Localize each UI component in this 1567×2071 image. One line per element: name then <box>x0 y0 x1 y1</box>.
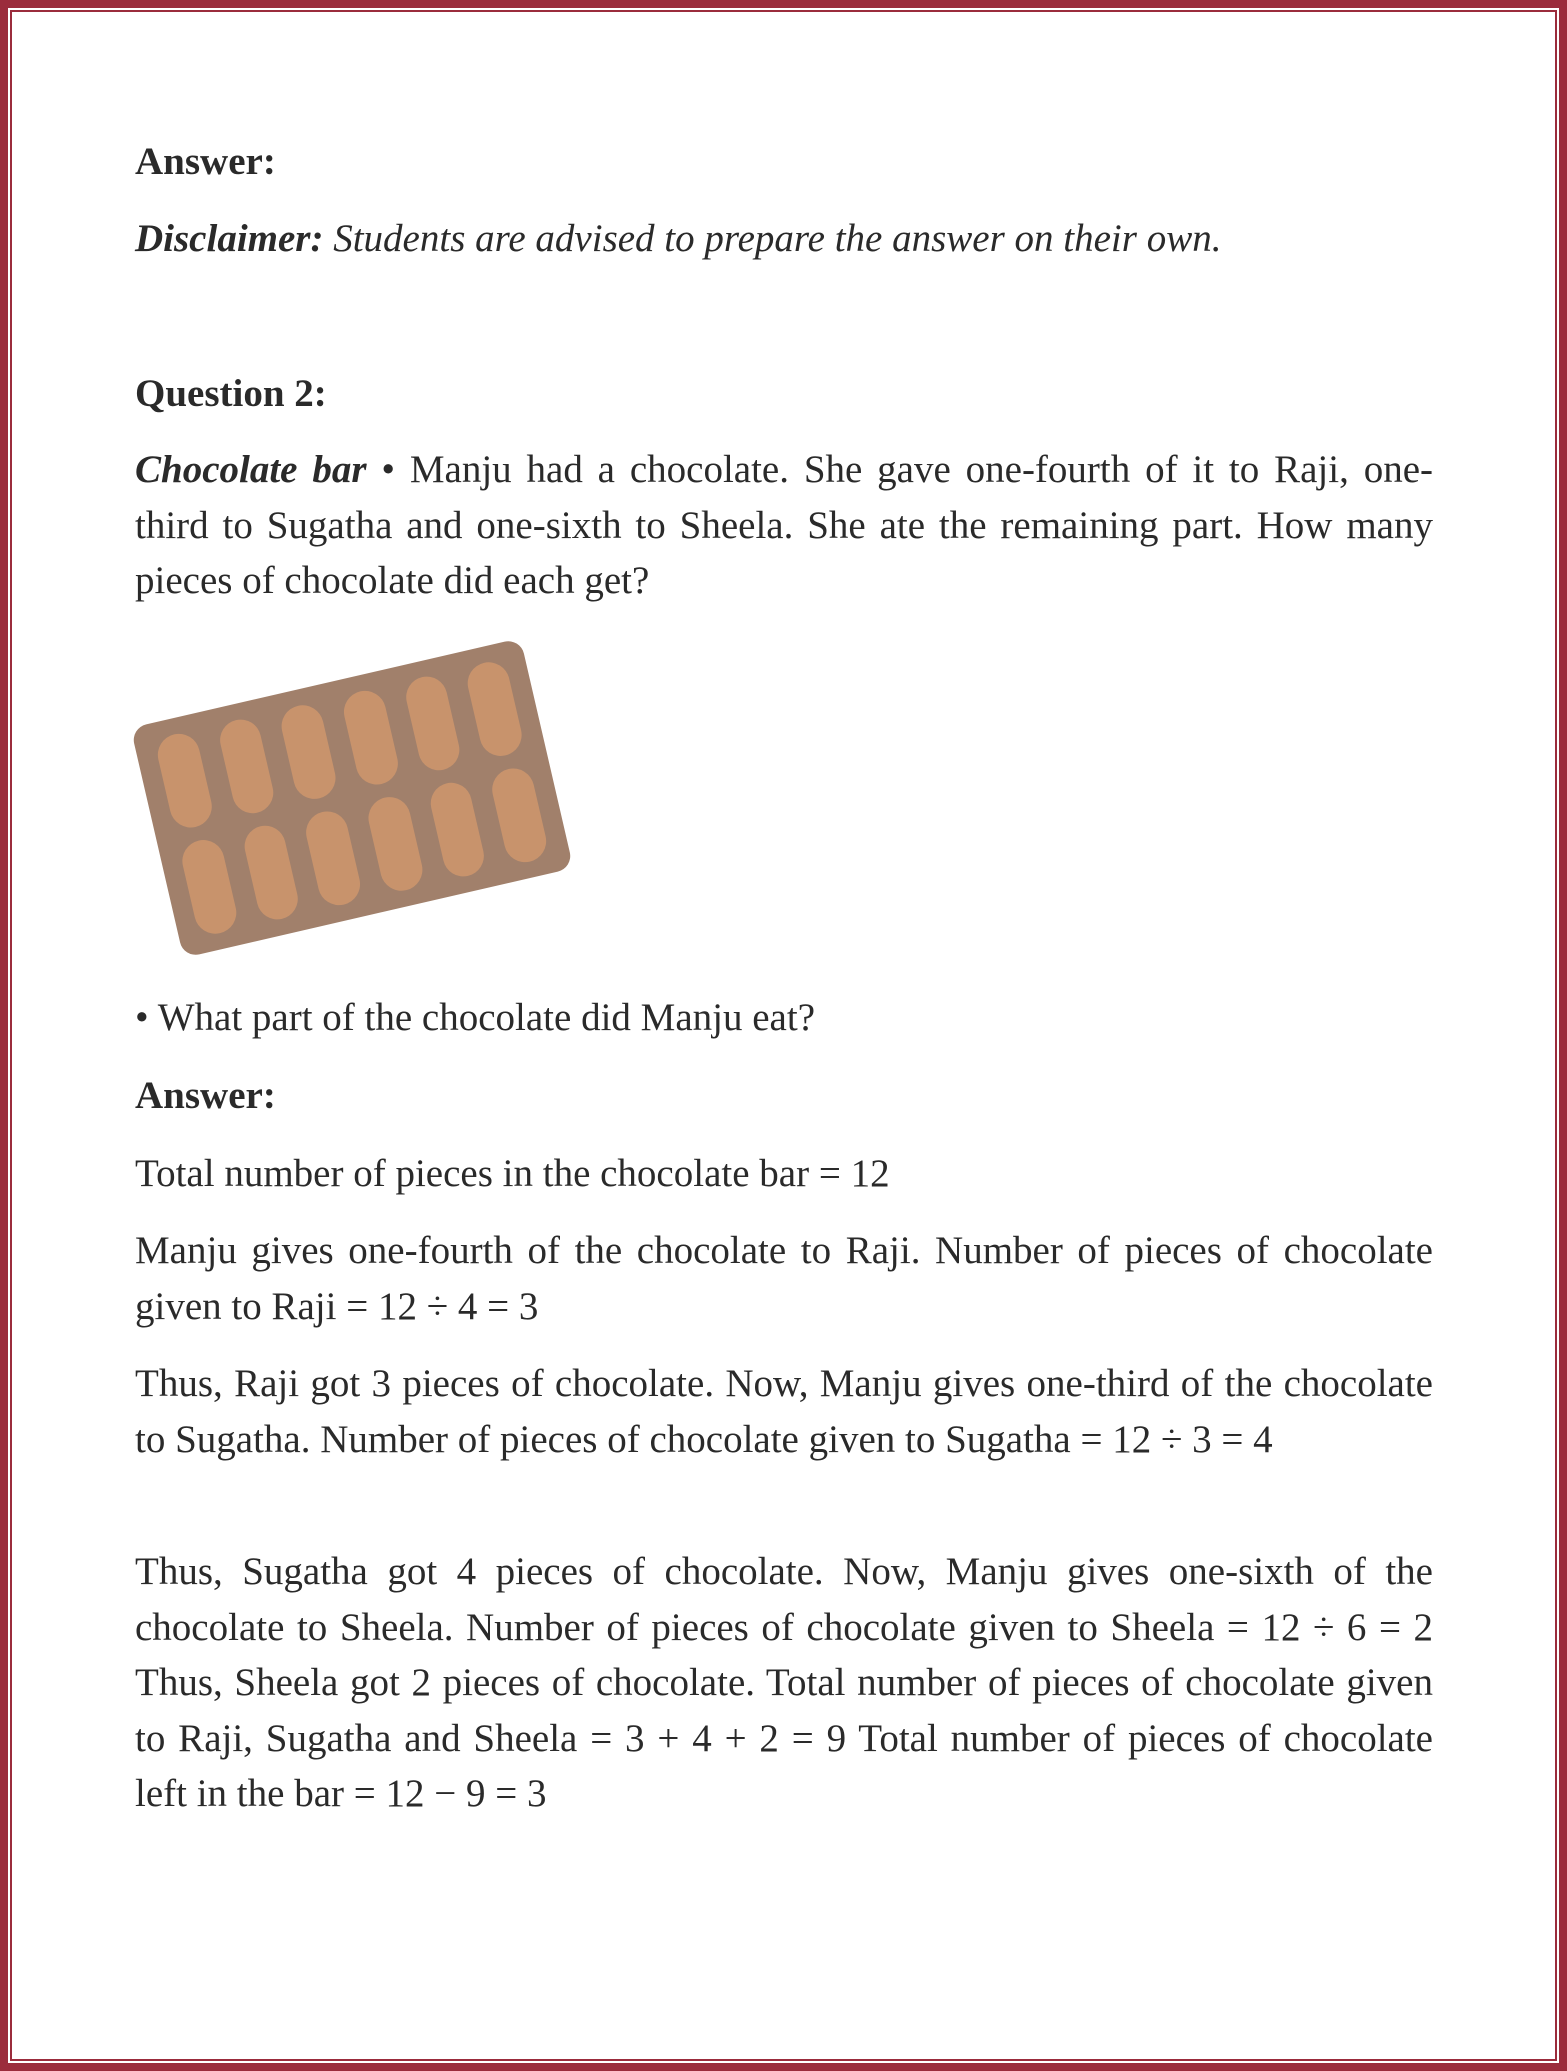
answer-heading-2: Answer: <box>135 1074 276 1117</box>
question-heading: Question 2: <box>135 372 327 415</box>
chocolate-piece <box>178 836 240 938</box>
disclaimer-text: Students are advised to prepare the answer on their own. <box>323 217 1222 260</box>
chocolate-piece <box>240 822 302 924</box>
chocolate-piece <box>488 764 550 866</box>
chocolate-piece <box>464 658 526 760</box>
chocolate-piece <box>402 672 464 774</box>
question-body: • Manju had a chocolate. She gave one-fourth of it to Raji, one-third to Sugatha and one-sixth to Sheela. She ate the remaining part. How many pieces of chocolate did each get? <box>135 448 1433 602</box>
question-title: Chocolate bar <box>135 448 367 491</box>
answer-paragraph-3: Thus, Raji got 3 pieces of chocolate. Now, Manju gives one-third of the chocolate to Sugatha. Number of pieces of chocolate given to Sugatha = 12 ÷ 3 = 4 <box>135 1362 1433 1461</box>
answer-paragraph-2: Manju gives one-fourth of the chocolate to Raji. Number of pieces of chocolate given to Raji = 12 ÷ 4 = 3 <box>135 1229 1433 1328</box>
chocolate-piece <box>216 715 278 817</box>
chocolate-piece <box>302 807 364 909</box>
answer-paragraph-4: Thus, Sugatha got 4 pieces of chocolate. Now, Manju gives one-sixth of the chocolate to Sheela. Number of pieces of chocolate given to Sheela = 12 ÷ 6 = 2 Thus, Sheela got 2 pieces of chocolate. Total number of pieces of chocolate given to Raji, Sugatha and Sheela = 3 + 4 + 2 = 9 Total number of pieces of chocolate left in the bar = 12 − 9 = 3 <box>135 1550 1433 1815</box>
chocolate-piece <box>340 687 402 789</box>
answer-heading: Answer: <box>135 140 276 183</box>
chocolate-piece <box>154 730 216 832</box>
disclaimer <box>135 211 1433 267</box>
chocolate-piece <box>278 701 340 803</box>
chocolate-piece <box>426 779 488 881</box>
chocolate-piece <box>364 793 426 895</box>
question-text <box>135 442 1433 609</box>
question-bullet: • What part of the chocolate did Manju eat? <box>135 996 816 1039</box>
answer-paragraph-1: Total number of pieces in the chocolate bar = 12 <box>135 1152 890 1195</box>
disclaimer-label: Disclaimer: <box>135 217 324 260</box>
